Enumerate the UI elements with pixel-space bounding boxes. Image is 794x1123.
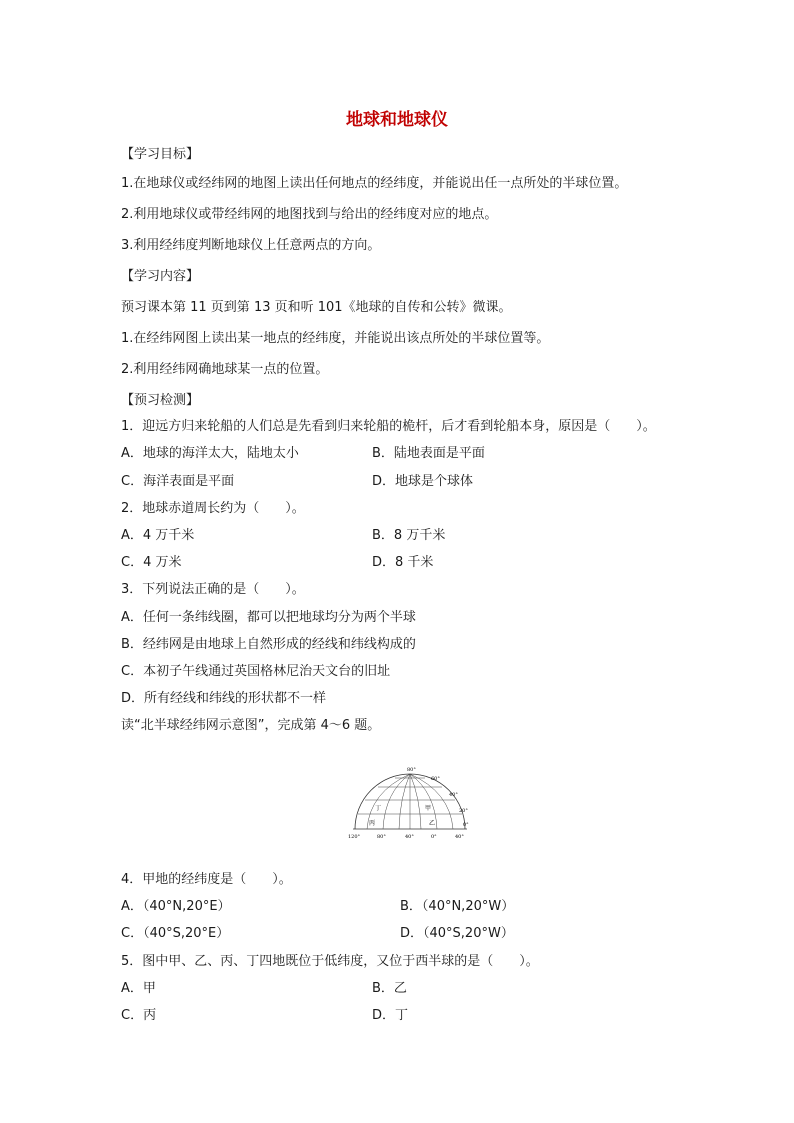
question-1-option-b: B．陆地表面是平面 [372, 446, 485, 461]
place-label: 丙 [369, 820, 376, 827]
question-5-option-c: C．丙 [121, 1008, 157, 1023]
objective-item: 1.在地球仪或经纬网的地图上读出任何地点的经纬度，并能说出任一点所处的半球位置。 [121, 176, 628, 191]
lat-label: 40° [449, 792, 458, 798]
question-3-option-b: B．经纬网是由地球上自然形成的经线和纬线构成的 [121, 637, 416, 652]
check-heading: 【预习检测】 [121, 393, 200, 408]
content-item: 2.利用经纬网确地球某一点的位置。 [121, 362, 329, 377]
lon-label: 40° [455, 834, 464, 840]
question-4-option-d: D．（40°S,20°W） [400, 926, 514, 941]
place-label: 甲 [425, 805, 432, 812]
question-3-option-d: D．所有经线和纬线的形状都不一样 [121, 691, 327, 706]
question-2-option-c: C．4 万米 [121, 555, 182, 570]
question-1-option-c: C．海洋表面是平面 [121, 474, 235, 489]
question-1-stem: 1．迎远方归来轮船的人们总是先看到归来轮船的桅杆，后才看到轮船本身，原因是（ ）。 [121, 419, 656, 434]
question-4-stem: 4．甲地的经纬度是（ ）。 [121, 872, 292, 887]
question-3-option-c: C．本初子午线通过英国格林尼治天文台的旧址 [121, 664, 391, 679]
question-5-option-a: A．甲 [121, 981, 156, 996]
question-5-stem: 5．图中甲、乙、丙、丁四地既位于低纬度，又位于西半球的是（ ）。 [121, 954, 539, 969]
lon-label: 0° [431, 834, 437, 840]
question-2-option-d: D．8 千米 [372, 555, 434, 570]
meridian-line [383, 774, 410, 829]
objective-item: 3.利用经纬度判断地球仪上任意两点的方向。 [121, 238, 381, 253]
figure-intro: 读“北半球经纬网示意图”，完成第 4～6 题。 [121, 718, 381, 733]
place-label: 丁 [375, 805, 382, 812]
lon-label: 120° [348, 834, 361, 840]
graticule-figure [345, 762, 475, 842]
question-2-stem: 2．地球赤道周长约为（ ）。 [121, 501, 305, 516]
question-3-option-a: A．任何一条纬线圈，都可以把地球均分为两个半球 [121, 610, 416, 625]
lat-label: 60° [431, 776, 440, 782]
question-1-option-a: A．地球的海洋太大，陆地太小 [121, 446, 299, 461]
content-item: 1.在经纬网图上读出某一地点的经纬度，并能说出该点所处的半球位置等。 [121, 331, 550, 346]
question-4-option-b: B．（40°N,20°W） [400, 899, 515, 914]
question-4-option-c: C．（40°S,20°E） [121, 926, 230, 941]
lon-label: 80° [377, 834, 386, 840]
question-3-stem: 3．下列说法正确的是（ ）。 [121, 582, 305, 597]
question-1-option-d: D．地球是个球体 [372, 474, 474, 489]
question-2-option-a: A．4 万千米 [121, 528, 195, 543]
question-4-option-a: A．（40°N,20°E） [121, 899, 231, 914]
objectives-heading: 【学习目标】 [121, 147, 200, 162]
content-heading: 【学习内容】 [121, 269, 200, 284]
lat-label: 0° [463, 822, 469, 828]
place-label: 乙 [429, 820, 436, 827]
graticule-diagram [345, 762, 475, 842]
page-title: 地球和地球仪 [346, 110, 448, 130]
lat-label: 20° [459, 808, 468, 814]
question-2-option-b: B．8 万千米 [372, 528, 446, 543]
question-5-option-b: B．乙 [372, 981, 407, 996]
objective-item: 2.利用地球仪或带经纬网的地图找到与给出的经纬度对应的地点。 [121, 207, 498, 222]
question-5-option-d: D．丁 [372, 1008, 409, 1023]
lat-label: 80° [407, 767, 416, 773]
lon-label: 40° [405, 834, 414, 840]
content-intro: 预习课本第 11 页到第 13 页和听 101《地球的自传和公转》微课。 [121, 300, 512, 315]
